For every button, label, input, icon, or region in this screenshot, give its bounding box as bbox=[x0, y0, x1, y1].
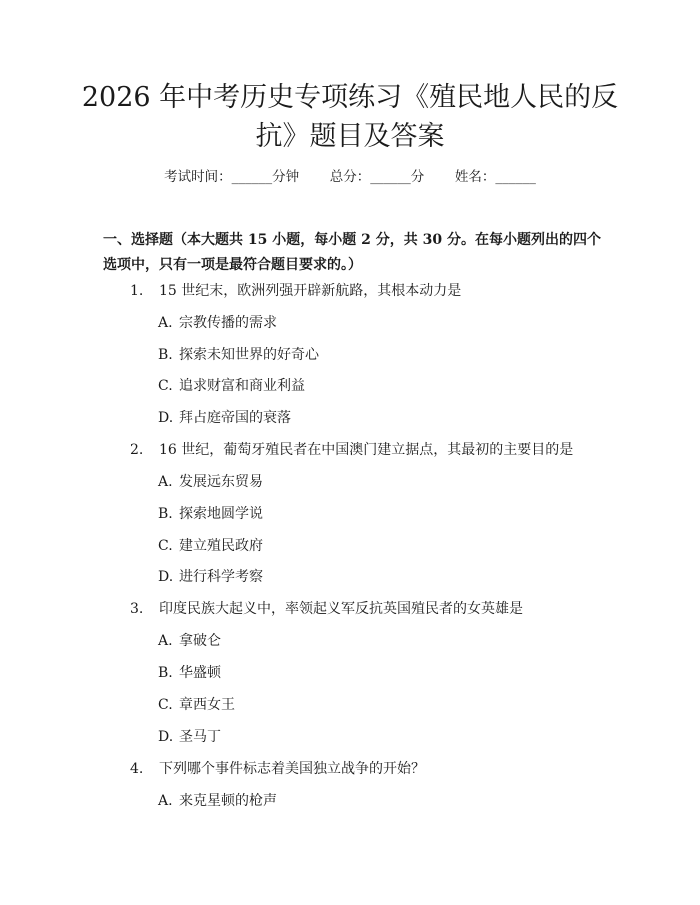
option-letter: C. bbox=[158, 697, 173, 713]
document-title bbox=[80, 78, 620, 156]
question-3 bbox=[130, 599, 610, 619]
option-letter: A. bbox=[158, 315, 173, 331]
option-3b bbox=[158, 663, 598, 683]
title-line-1: 2026 年中考历史专项练习《殖民地人民的反 bbox=[81, 82, 619, 113]
question-number: 3. bbox=[130, 601, 144, 617]
option-2a bbox=[158, 472, 598, 492]
option-text: 来克星顿的枪声 bbox=[179, 793, 277, 809]
option-1c bbox=[158, 376, 598, 396]
option-letter: A. bbox=[158, 474, 173, 490]
option-text: 探索地圆学说 bbox=[179, 506, 263, 522]
option-4a bbox=[158, 791, 598, 811]
question-number: 4. bbox=[130, 761, 144, 777]
section-heading: 一、选择题（本大题共 15 小题，每小题 2 分，共 30 分。在每小题列出的四个选项中，只有一项是最符合题目要求的。） bbox=[103, 232, 601, 273]
option-1a bbox=[158, 313, 598, 333]
option-3a bbox=[158, 631, 598, 651]
option-letter: A. bbox=[158, 793, 173, 809]
option-3d bbox=[158, 727, 598, 747]
option-2b bbox=[158, 504, 598, 524]
option-letter: D. bbox=[158, 410, 174, 426]
option-letter: B. bbox=[158, 665, 173, 681]
option-1b bbox=[158, 345, 598, 365]
option-letter: C. bbox=[158, 538, 173, 554]
option-letter: D. bbox=[158, 729, 174, 745]
option-text: 发展远东贸易 bbox=[179, 474, 263, 490]
total-score-field: 总分：______分 bbox=[329, 169, 425, 185]
question-text: 15 世纪末，欧洲列强开辟新航路，其根本动力是 bbox=[159, 283, 462, 299]
question-text: 印度民族大起义中，率领起义军反抗英国殖民者的女英雄是 bbox=[159, 601, 523, 617]
option-2d bbox=[158, 567, 598, 587]
question-text: 16 世纪，葡萄牙殖民者在中国澳门建立据点，其最初的主要目的是 bbox=[159, 442, 574, 458]
option-letter: A. bbox=[158, 633, 173, 649]
student-name-field: 姓名：______ bbox=[454, 169, 536, 185]
option-text: 进行科学考察 bbox=[179, 569, 263, 585]
option-letter: C. bbox=[158, 378, 173, 394]
option-text: 建立殖民政府 bbox=[179, 538, 263, 554]
option-letter: B. bbox=[158, 347, 173, 363]
option-2c bbox=[158, 536, 598, 556]
option-3c bbox=[158, 695, 598, 715]
question-number: 1. bbox=[130, 283, 144, 299]
option-text: 华盛顿 bbox=[179, 665, 221, 681]
option-letter: B. bbox=[158, 506, 173, 522]
option-letter: D. bbox=[158, 569, 174, 585]
question-text: 下列哪个事件标志着美国独立战争的开始？ bbox=[159, 761, 425, 777]
title-line-2: 抗》题目及答案 bbox=[255, 121, 445, 152]
option-text: 探索未知世界的好奇心 bbox=[179, 347, 319, 363]
exam-time-field: 考试时间：______分钟 bbox=[164, 169, 300, 185]
option-text: 宗教传播的需求 bbox=[179, 315, 277, 331]
question-number: 2. bbox=[130, 442, 144, 458]
option-1d bbox=[158, 408, 598, 428]
exam-meta-row bbox=[0, 167, 700, 187]
option-text: 圣马丁 bbox=[179, 729, 221, 745]
option-text: 章西女王 bbox=[179, 697, 235, 713]
option-text: 拿破仑 bbox=[179, 633, 221, 649]
question-2 bbox=[130, 440, 610, 460]
question-4 bbox=[130, 759, 610, 779]
option-text: 追求财富和商业利益 bbox=[179, 378, 305, 394]
question-1 bbox=[130, 281, 610, 301]
option-text: 拜占庭帝国的衰落 bbox=[179, 410, 291, 426]
